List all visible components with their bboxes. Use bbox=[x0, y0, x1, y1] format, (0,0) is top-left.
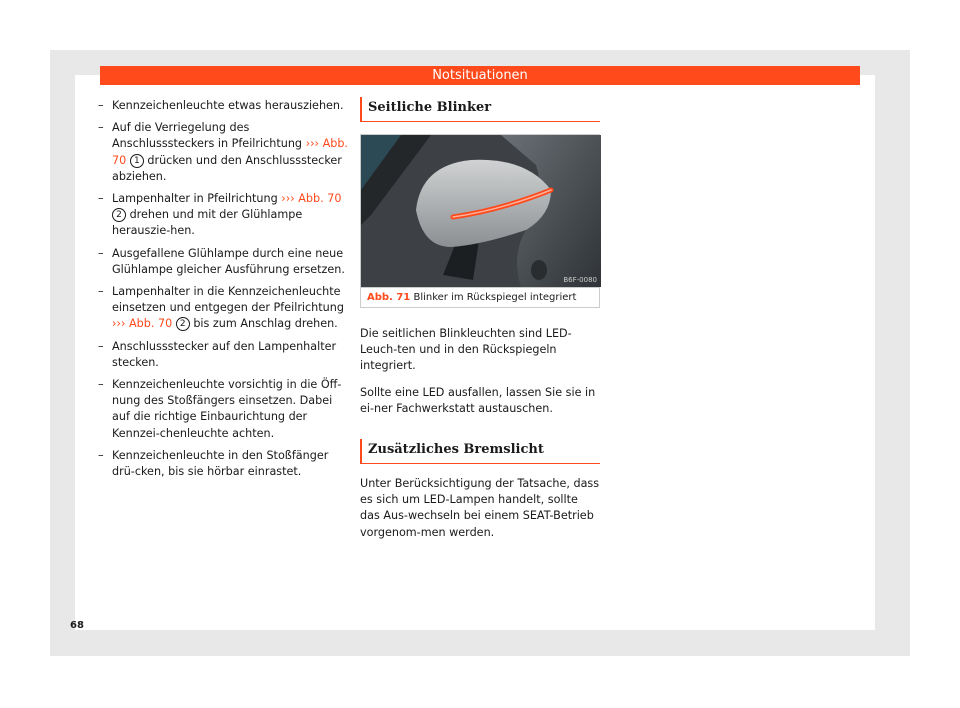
callout-number: 1 bbox=[130, 154, 144, 168]
figure-code: B6F-0080 bbox=[563, 276, 597, 284]
arrow-marker: ››› bbox=[281, 192, 295, 206]
section-title-side-indicators: Seitliche Blinker bbox=[360, 97, 600, 122]
list-item-text: Ausgefallene Glühlampe durch eine neue Glühlampe gleicher Ausführung ersetzen. bbox=[112, 246, 345, 276]
bullet-dash: – bbox=[98, 285, 104, 299]
page-number: 68 bbox=[70, 620, 84, 631]
list-item bbox=[98, 448, 348, 480]
bullet-dash: – bbox=[98, 378, 104, 392]
list-item bbox=[98, 246, 348, 278]
paragraph: Sollte eine LED ausfallen, lassen Sie sie in ei-ner Fachwerkstatt austauschen. bbox=[360, 385, 596, 415]
list-item bbox=[98, 339, 348, 371]
chapter-header: Notsituationen bbox=[100, 66, 860, 85]
callout-number: 2 bbox=[112, 208, 126, 222]
list-item-text: Auf die Verriegelung des Anschlusssteckers in Pfeilrichtung bbox=[112, 121, 303, 151]
figure-reference-link[interactable]: Abb. 70 bbox=[112, 137, 348, 167]
figure-caption-text: Blinker im Rückspiegel integriert bbox=[413, 292, 577, 303]
list-item-text: Kennzeichenleuchte vorsichtig in die Öff-nung des Stoßfängers einsetzen. Dabei auf die richtige Einbaurichtung der Kennzei-chenleuchte achten. bbox=[112, 378, 342, 440]
bullet-dash: – bbox=[98, 339, 104, 353]
figure-label: Abb. 71 bbox=[367, 292, 411, 303]
list-item-text: Kennzeichenleuchte etwas herausziehen. bbox=[112, 99, 344, 112]
bullet-dash: – bbox=[98, 448, 104, 462]
list-item-text: Lampenhalter in die Kennzeichenleuchte einsetzen und entgegen der Pfeilrichtung bbox=[112, 285, 344, 315]
list-item-text: Anschlussstecker auf den Lampenhalter stecken. bbox=[112, 339, 337, 369]
callout-number: 2 bbox=[176, 317, 190, 331]
list-item bbox=[98, 191, 348, 240]
list-item-text: Lampenhalter in Pfeilrichtung bbox=[112, 192, 278, 206]
bullet-dash: – bbox=[98, 246, 104, 260]
list-item bbox=[98, 120, 348, 185]
section-title-brake-light: Zusätzliches Bremslicht bbox=[360, 439, 600, 464]
list-item-text: drehen und mit der Glühlampe herauszie-hen. bbox=[112, 208, 303, 238]
list-item-text: bis zum Anschlag drehen. bbox=[193, 317, 338, 331]
list-item bbox=[98, 377, 348, 442]
list-item bbox=[98, 98, 348, 114]
right-column bbox=[360, 97, 600, 541]
list-item-text: Kennzeichenleuchte in den Stoßfänger drü-cken, bis sie hörbar einrastet. bbox=[112, 448, 329, 479]
paragraph: Die seitlichen Blinkleuchten sind LED-Leuch-ten und in den Rückspiegeln integriert. bbox=[360, 327, 572, 373]
figure bbox=[360, 134, 600, 308]
bullet-dash: – bbox=[98, 192, 104, 206]
list-item-text: drücken und den Anschlussstecker abziehen. bbox=[112, 153, 342, 183]
figure-caption bbox=[361, 287, 599, 307]
mirror-illustration bbox=[361, 135, 601, 287]
side-mirror-blinker-icon bbox=[361, 135, 601, 287]
arrow-marker: ››› bbox=[112, 317, 126, 331]
list-item bbox=[98, 284, 348, 333]
figure-reference-link[interactable]: Abb. 70 bbox=[298, 192, 342, 206]
left-column bbox=[98, 98, 348, 486]
figure-reference-link[interactable]: Abb. 70 bbox=[128, 317, 173, 331]
bullet-dash: – bbox=[98, 99, 104, 112]
arrow-marker: ››› bbox=[305, 137, 320, 151]
bullet-dash: – bbox=[98, 121, 104, 135]
paragraph: Unter Berücksichtigung der Tatsache, dass es sich um LED-Lampen handelt, sollte das Aus-wechseln bei einem SEAT-Betrieb vorgenom-men werden. bbox=[360, 477, 600, 539]
